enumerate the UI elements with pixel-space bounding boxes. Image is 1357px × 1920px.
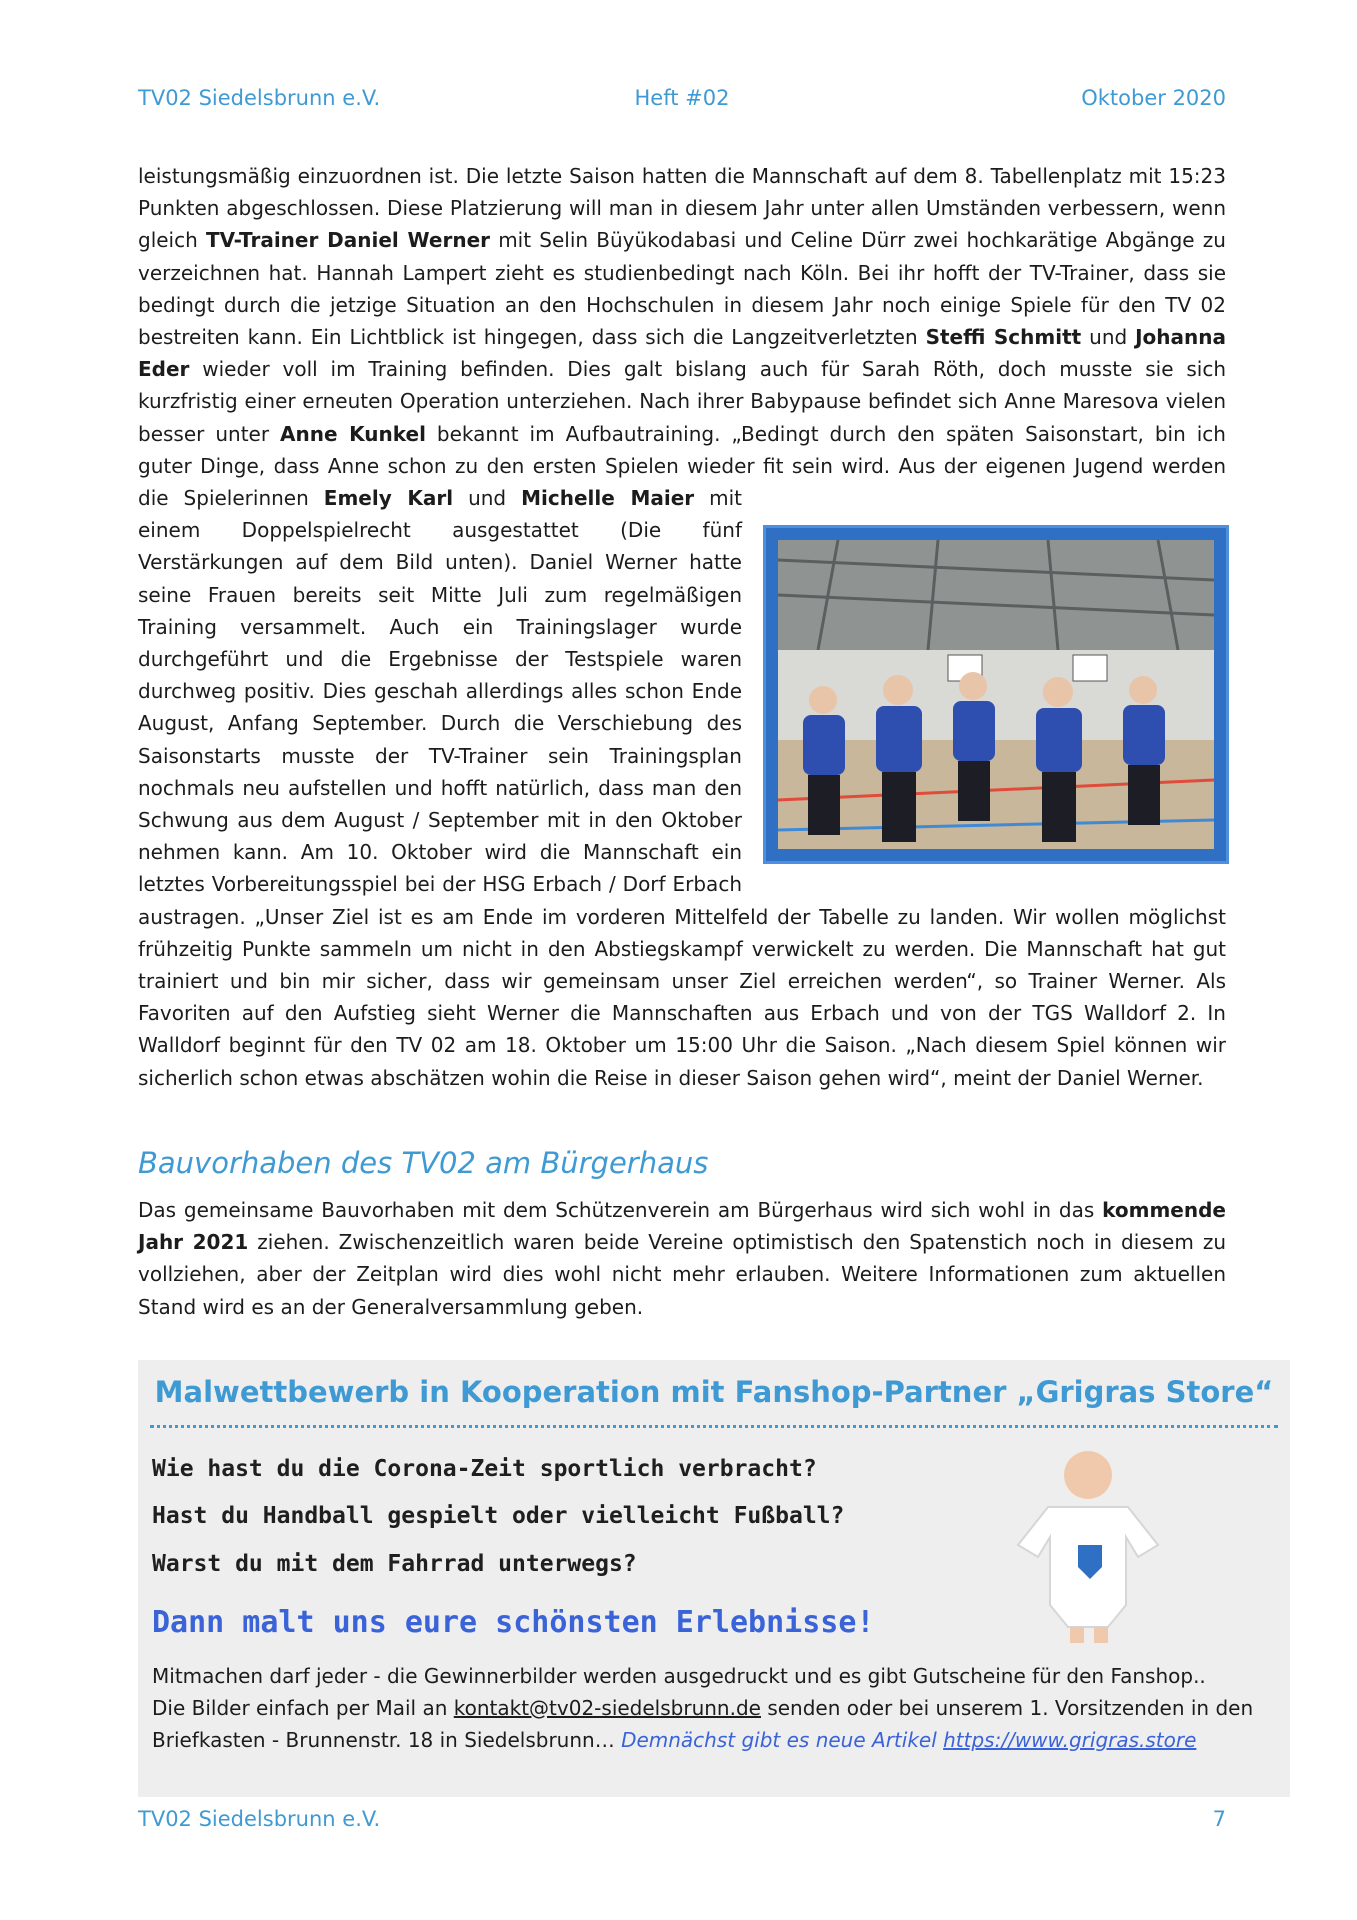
promo-text [152,1660,1272,1756]
section-highlight: kommende Jahr 2021 [138,1198,1226,1255]
promo-text-1: Mitmachen darf jeder - die Gewinnerbilder werden ausgedruckt und es gibt Gutscheine für den Fanshop.. [152,1664,1206,1688]
page-footer [138,1807,1226,1831]
promo-text-2a: Die Bilder einfach per Mail an [152,1696,454,1720]
article-body [138,160,1226,1094]
header-club: TV02 Siedelsbrunn e.V. [138,86,381,110]
promo-note: Demnächst gibt es neue Artikel [621,1728,944,1752]
article-text [138,160,1226,1094]
section-title: Bauvorhaben des TV02 am Bürgerhaus [138,1146,709,1180]
article-text-7 [138,486,1226,1090]
article-text-4: wieder voll im Training befinden. Dies galt bislang auch für Sarah Röth, doch musste sie sich kurzfristig einer erneuten Operation unterziehen. Nach ihrer Babypause befindet sich Anne Maresova vielen besser unter [138,357,1226,446]
section-body [138,1194,1226,1323]
baby-onesie-image [1008,1445,1168,1645]
header-issue: Heft #02 [634,86,730,110]
article-text-2: mit Selin Büyükodabasi und Celine Dürr zwei hochkarätige Abgänge zu verzeichnen hat. Hannah Lampert zieht es studienbedingt nach Köln. Bei ihr hofft der TV-Trainer, dass sie bedingt durch die jetzige Situation an den Hochschulen in diesem Jahr noch einige Spiele für den TV 02 bestreiten kann. Ein Lichtblick ist hingegen, dass sich die Langzeitverletzten [138,228,1226,350]
team-photo [766,528,1226,861]
section-text-1: Das gemeinsame Bauvorhaben mit dem Schützenverein am Bürgerhaus wird sich wohl in das [138,1198,1103,1222]
article-text-8: mit einem Doppelspielrecht ausgestattet (Die fünf Verstärkungen auf dem Bild unten). Daniel Werner hatte seine Frauen bereits seit Mitte Juli zum regelmäßigen Training versammelt. Auch ein Trainingslager wurde durchgeführt und die Ergebnisse der Testspiele waren durchweg positiv. Dies geschah allerdings alles schon Ende August, Anfang September. Durch die Verschiebung des Saisonstarts musste der TV-Trainer sein Trainingsplan nochmals neu aufstellen und hofft natürlich, dass man den Schwung aus dem August / September mit in den Oktober nehmen kann. Am 10. Oktober wird die Mannschaft ein letztes Vorbereitungsspiel bei der HSG Erbach / Dorf Erbach austragen. „Unser Ziel ist es am Ende im vorderen Mittelfeld der Tabelle zu landen. Wir wollen möglichst frühzeitig Punkte sammeln um nicht in den Abstiegskampf verwickelt zu werden. Die Mannschaft hat gut trainiert und bin mir sicher, dass wir gemeinsam unser Ziel erreichen werden“, so Trainer Werner. Als Favoriten auf den Aufstieg sieht Werner die Mannschaften aus Erbach und von der TGS Walldorf 2. In Walldorf beginnt für den TV 02 am 18. Oktober um 15:00 Uhr die Saison. „Nach diesem Spiel können wir sicherlich schon etwas abschätzen wohin die Reise in dieser Saison gehen wird“, meint der Daniel Werner. [138,486,1226,1090]
page-header [138,86,1226,110]
player-steffi: Steffi Schmitt [925,325,1082,350]
article-text-3: und [1081,325,1136,350]
player-emely: Emely Karl [323,486,454,511]
article-text-6: und [453,486,522,511]
shop-url-link[interactable]: https://www.grigras.store [943,1728,1197,1752]
trainer-name: TV-Trainer Daniel Werner [205,228,490,253]
promo-box [138,1360,1290,1797]
promo-divider [150,1425,1278,1428]
page-number: 7 [1212,1807,1226,1831]
footer-club: TV02 Siedelsbrunn e.V. [138,1807,381,1831]
player-michelle: Michelle Maier [521,486,695,511]
section-text [138,1194,1226,1323]
baby-onesie-drawing [1008,1445,1168,1645]
promo-question-3: Warst du mit dem Fahrrad unterwegs? [152,1551,637,1577]
header-date: Oktober 2020 [1081,86,1227,110]
promo-title: Malwettbewerb in Kooperation mit Fanshop-Partner „Grigras Store“ [154,1375,1274,1409]
promo-question-2: Hast du Handball gespielt oder vielleicht Fußball? [152,1503,845,1529]
section-text-2: ziehen. Zwischenzeitlich waren beide Vereine optimistisch den Spatenstich noch in diesem zu vollziehen, aber der Zeitplan wird dies wohl nicht mehr erlauben. Weitere Informationen zum aktuellen Stand wird es an der Generalversammlung geben. [138,1230,1226,1319]
promo-question-1: Wie hast du die Corona-Zeit sportlich verbracht? [152,1456,817,1482]
promo-text-2b: senden oder bei unserem 1. Vorsitzenden in den Briefkasten - Brunnenstr. 18 in Siedelsbrunn… [152,1696,1254,1752]
player-johanna: Johanna Eder [138,325,1226,382]
email-link[interactable]: kontakt@tv02-siedelsbrunn.de [453,1696,761,1720]
team-photo-drawing [778,540,1214,849]
article-text-5: bekannt im Aufbautraining. „Bedingt durch den späten Saisonstart, bin ich guter Dinge, dass Anne schon zu den ersten Spielen wieder fit sein wird. Aus der eigenen Jugend werden die Spielerinnen [138,421,1226,511]
promo-text-2 [152,1692,1272,1756]
team-photo-image [778,540,1214,849]
promo-cta: Dann malt uns eure schönsten Erlebnisse! [152,1605,875,1640]
player-anne: Anne Kunkel [280,421,426,446]
article-text-1: leistungsmäßig einzuordnen ist. Die letzte Saison hatten die Mannschaft auf dem 8. Tabellenplatz mit 15:23 Punkten abgeschlossen. Diese Platzierung will man in diesem Jahr unter allen Umständen verbessern, wenn gleich [138,164,1226,253]
